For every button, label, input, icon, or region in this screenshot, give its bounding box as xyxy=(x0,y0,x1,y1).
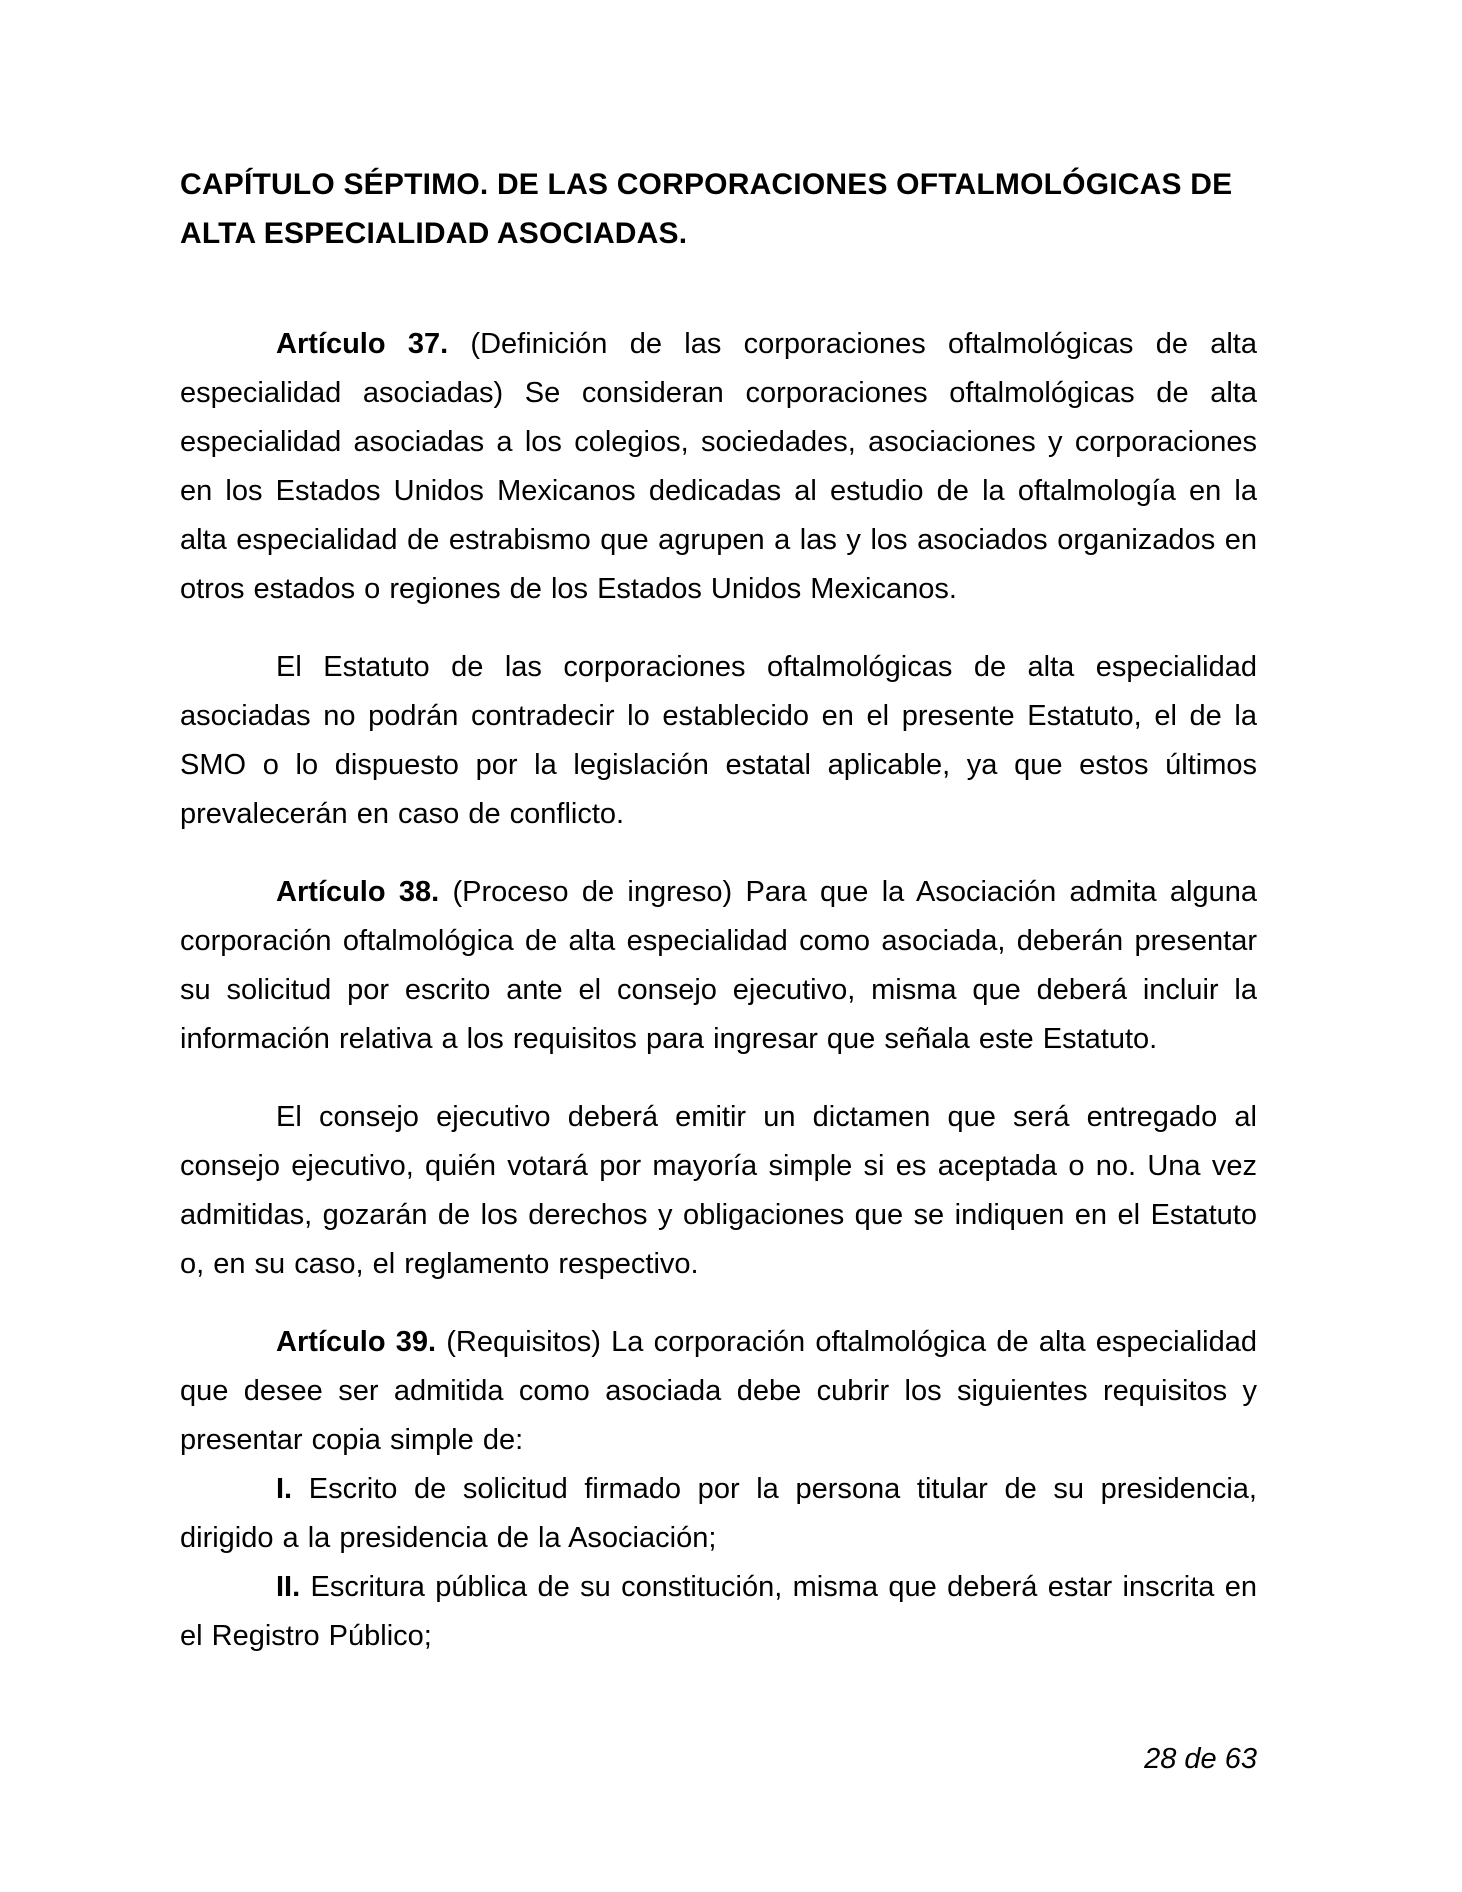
paragraph-text: Escrito de solicitud firmado por la persona titular de su presidencia, dirigido a la presidencia de la Asociación; xyxy=(180,1473,1257,1554)
paragraph-text: Escritura pública de su constitución, misma que deberá estar inscrita en el Registro Público; xyxy=(180,1571,1257,1652)
article-39-label: Artículo 39. xyxy=(276,1326,437,1358)
paragraph-text: El consejo ejecutivo deberá emitir un dictamen que será entregado al consejo ejecutivo, quién votará por mayoría simple si es aceptada o no. Una vez admitidas, gozarán de los derechos y obligaciones que se indiquen en el Estatuto o, en su caso, el reglamento respectivo. xyxy=(180,1101,1257,1280)
paragraph-article-38 xyxy=(180,868,1257,1064)
page-content xyxy=(180,160,1257,1661)
paragraph-estatuto-corporaciones xyxy=(180,643,1257,839)
page-number: 28 de 63 xyxy=(1144,1743,1257,1775)
list-item-requisito-2 xyxy=(180,1563,1257,1661)
article-37-label: Artículo 37. xyxy=(276,328,449,360)
list-item-2-label: II. xyxy=(276,1571,301,1603)
paragraph-dictamen-consejo xyxy=(180,1093,1257,1289)
chapter-heading-line-1: CAPÍTULO SÉPTIMO. DE LAS CORPORACIONES OFTALMOLÓGICAS DE xyxy=(180,168,1233,201)
paragraph-text: El Estatuto de las corporaciones oftalmológicas de alta especialidad asociadas no podrán contradecir lo establecido en el presente Estatuto, el de la SMO o lo dispuesto por la legislación estatal aplicable, ya que estos últimos prevalecerán en caso de conflicto. xyxy=(180,651,1257,830)
paragraph-article-39 xyxy=(180,1318,1257,1465)
chapter-heading xyxy=(180,160,1257,258)
paragraph-text: (Proceso de ingreso) Para que la Asociación admita alguna corporación oftalmológica de alta especialidad como asociada, deberán presentar su solicitud por escrito ante el consejo ejecutivo, misma que deberá incluir la información relativa a los requisitos para ingresar que señala este Estatuto. xyxy=(180,876,1257,1055)
article-38-label: Artículo 38. xyxy=(276,876,440,908)
paragraph-text: (Definición de las corporaciones oftalmológicas de alta especialidad asociadas) Se consideran corporaciones oftalmológicas de alta especialidad asociadas a los colegios, sociedades, asociaciones y corporaciones en los Estados Unidos Mexicanos dedicadas al estudio de la oftalmología en la alta especialidad de estrabismo que agrupen a las y los asociados organizados en otros estados o regiones de los Estados Unidos Mexicanos. xyxy=(180,328,1257,605)
chapter-heading-line-2: ALTA ESPECIALIDAD ASOCIADAS. xyxy=(180,217,688,250)
list-item-1-label: I. xyxy=(276,1473,293,1505)
paragraph-text: (Requisitos) La corporación oftalmológica de alta especialidad que desee ser admitida como asociada debe cubrir los siguientes requisitos y presentar copia simple de: xyxy=(180,1326,1257,1456)
list-item-requisito-1 xyxy=(180,1465,1257,1563)
paragraph-article-37 xyxy=(180,320,1257,614)
